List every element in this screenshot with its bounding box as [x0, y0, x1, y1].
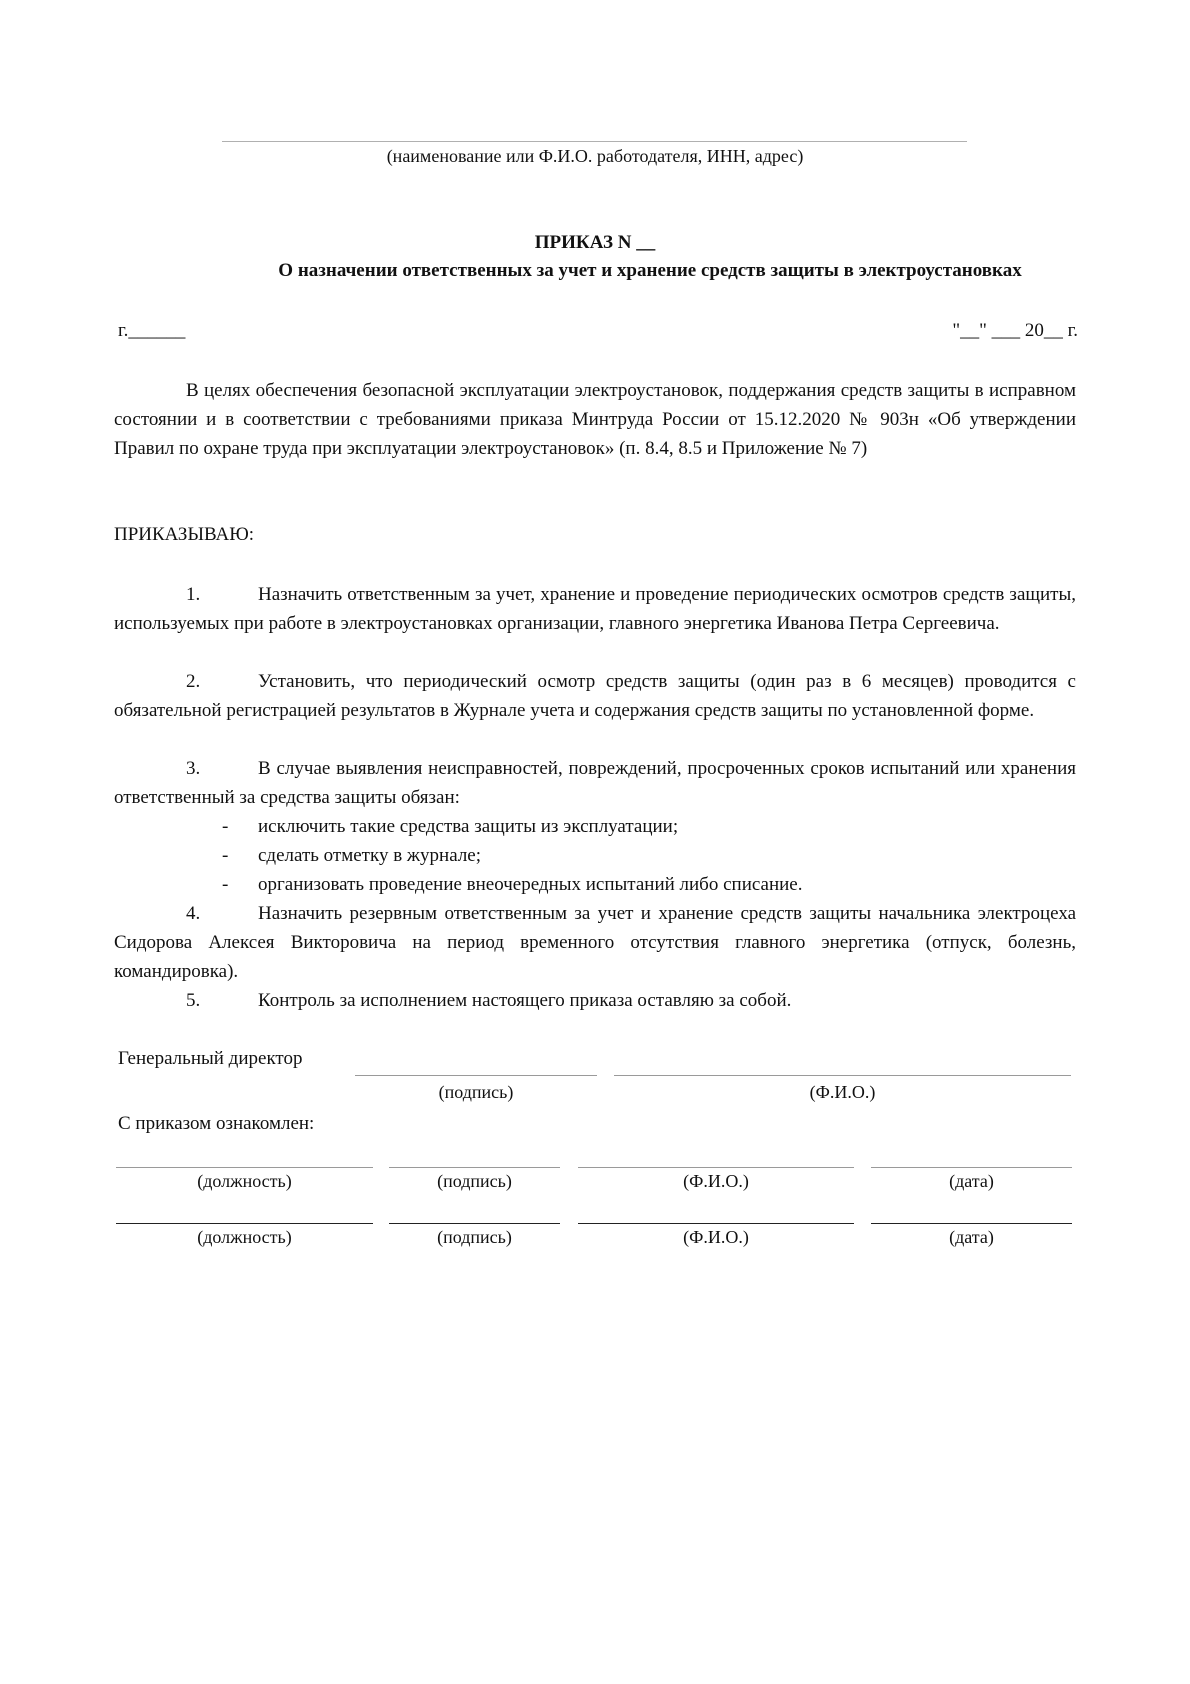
item-text: Контроль за исполнением настоящего приказа оставляю за собой.	[258, 990, 792, 1011]
order-item-3	[114, 754, 1076, 812]
director-sign-line	[355, 1075, 597, 1076]
employer-line	[222, 141, 967, 142]
position-line	[116, 1223, 373, 1224]
bullet-dash: -	[222, 816, 229, 837]
name-caption: (Ф.И.О.)	[683, 1227, 749, 1247]
position-caption: (должность)	[197, 1171, 292, 1191]
sign-line	[389, 1223, 560, 1224]
name-line	[578, 1223, 854, 1224]
item-text: Назначить ответственным за учет, хранение и проведение периодических осмотров средств защиты, используемых при работе в электроустановках организации, главного энергетика Иванова Петра Сергеевича.	[114, 584, 1076, 634]
position-line	[116, 1167, 373, 1168]
item-text: Установить, что периодический осмотр средств защиты (один раз в 6 месяцев) проводится с обязательной регистрацией результатов в Журнале учета и содержания средств защиты по установленной форме.	[114, 671, 1076, 721]
director-label: Генеральный директор	[118, 1048, 303, 1069]
name-line	[578, 1167, 854, 1168]
sign-caption: (подпись)	[437, 1227, 512, 1247]
sign-caption: (подпись)	[437, 1171, 512, 1191]
date-caption: (дата)	[949, 1227, 994, 1247]
order-item-4	[114, 899, 1076, 986]
order-item-5	[114, 986, 1076, 1015]
name-caption: (Ф.И.О.)	[683, 1171, 749, 1191]
date-line	[871, 1167, 1072, 1168]
intro-paragraph: В целях обеспечения безопасной эксплуатации электроустановок, поддержания средств защиты в исправном состоянии и в соответствии с требованиями приказа Минтруда России от 15.12.2020 № 903н «Об утверждении Правил по охране труда при эксплуатации электроустановок» (п. 8.4, 8.5 и Приложение № 7)	[114, 380, 1076, 459]
sign-line	[389, 1167, 560, 1168]
bullet-item-1	[222, 812, 678, 841]
bullet-text: исключить такие средства защиты из эксплуатации;	[258, 816, 679, 837]
director-name-caption: (Ф.И.О.)	[809, 1082, 876, 1102]
item-text: В случае выявления неисправностей, повреждений, просроченных сроков испытаний или хранения ответственный за средства защиты обязан:	[114, 758, 1076, 808]
order-word: ПРИКАЗЫВАЮ:	[114, 524, 255, 545]
bullet-text: организовать проведение внеочередных испытаний либо списание.	[258, 874, 803, 895]
employer-caption: (наименование или Ф.И.О. работодателя, ИНН, адрес)	[386, 146, 804, 166]
item-number: 3.	[186, 758, 201, 779]
order-item-1	[114, 580, 1076, 638]
date-line	[871, 1223, 1072, 1224]
item-text: Назначить резервным ответственным за учет и хранение средств защиты начальника электроцеха Сидорова Алексея Викторовича на период временного отсутствия главного энергетика (отпуск, болезнь, командировка).	[114, 903, 1076, 982]
bullet-dash: -	[222, 845, 229, 866]
bullet-dash: -	[222, 874, 229, 895]
director-name-line	[614, 1075, 1071, 1076]
bullet-item-3	[222, 870, 802, 899]
bullet-item-2	[222, 841, 481, 870]
date-field: "__" ___ 20__ г.	[952, 320, 1078, 341]
item-number: 2.	[186, 671, 201, 692]
item-number: 4.	[186, 903, 201, 924]
order-item-2	[114, 667, 1076, 725]
position-caption: (должность)	[197, 1227, 292, 1247]
item-number: 5.	[186, 990, 201, 1011]
item-number: 1.	[186, 584, 201, 605]
city-field: г.______	[118, 320, 186, 341]
director-sign-caption: (подпись)	[438, 1082, 514, 1102]
document-title: ПРИКАЗ N __	[534, 232, 656, 253]
acquainted-label: С приказом ознакомлен:	[118, 1113, 315, 1134]
bullet-text: сделать отметку в журнале;	[258, 845, 482, 866]
date-caption: (дата)	[949, 1171, 994, 1191]
document-subtitle: О назначении ответственных за учет и хранение средств защиты в электроустановках	[278, 260, 1022, 281]
